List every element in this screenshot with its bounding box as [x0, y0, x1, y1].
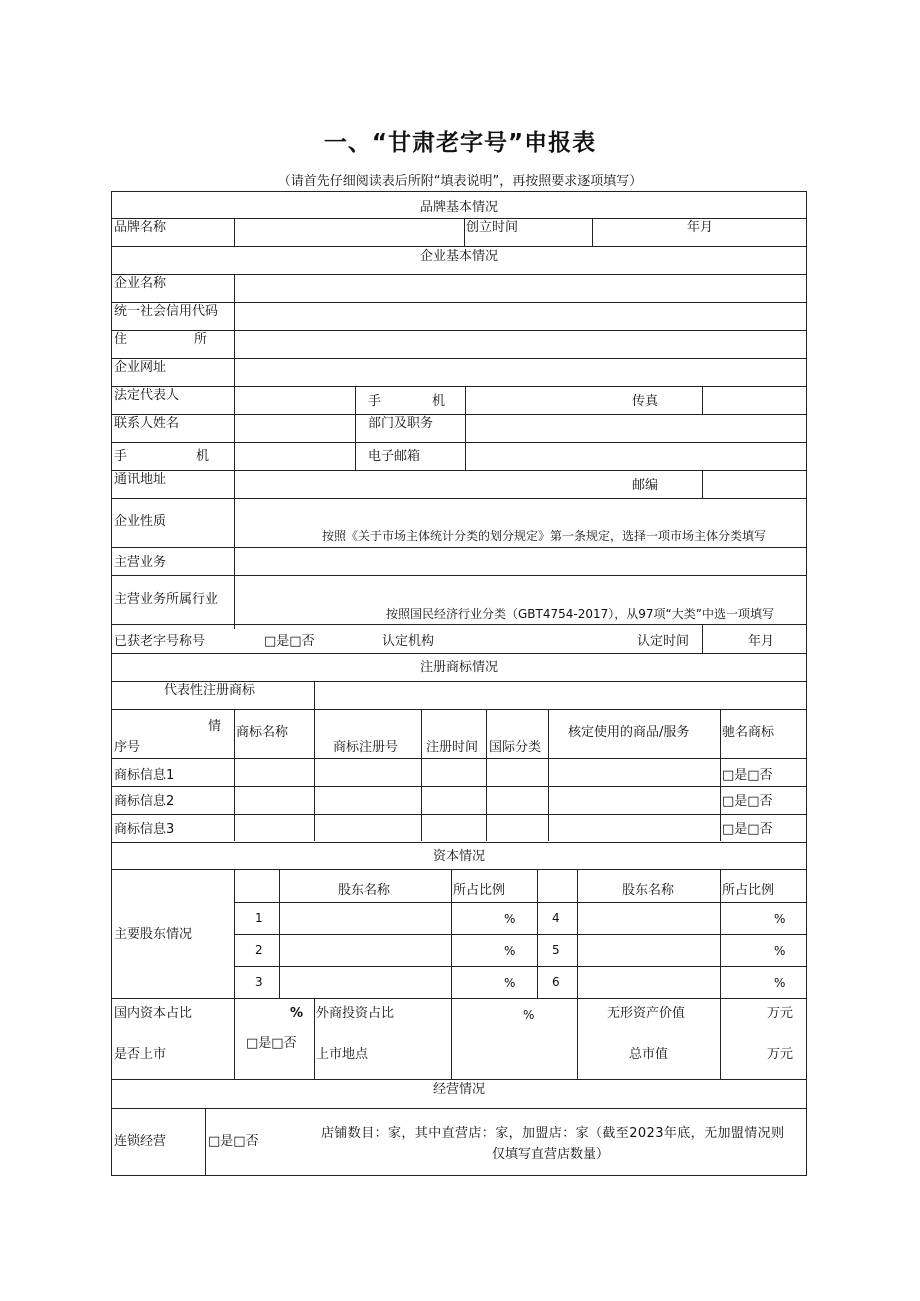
section-brand: 品牌基本情况 — [419, 200, 498, 215]
intangible-assets-label: 无形资产价值 — [607, 1006, 686, 1021]
col-goods-services: 核定使用的商品/服务 — [568, 725, 690, 740]
trademark-row-label: 商标信息3 — [114, 822, 175, 837]
market-value-unit: 万元 — [767, 1047, 794, 1062]
cert-time-value: 年月 — [748, 634, 775, 649]
industry-hint: 按照国民经济行业分类（GBT4754-2017），从97项“大类”中选一项填写 — [386, 607, 774, 621]
founded-value: 年月 — [687, 220, 714, 235]
shareholder-no: 3 — [255, 975, 263, 989]
foreign-capital-label: 外商投资占比 — [316, 1006, 395, 1021]
section-capital: 资本情况 — [432, 849, 485, 864]
website-label: 企业网址 — [114, 360, 167, 375]
diag-header-bottom: 序号 — [114, 740, 141, 755]
shareholder-no: 1 — [255, 911, 263, 925]
percent-sign: % — [504, 944, 516, 958]
percent-sign: % — [774, 944, 786, 958]
form-subtitle: （请首先仔细阅读表后所附“填表说明”，再按照要求逐项填写） — [277, 174, 643, 189]
store-count-line2: 仅填写直营店数量） — [492, 1147, 610, 1162]
shareholder-no: 5 — [552, 943, 560, 957]
form-title: 一、“甘肃老字号”申报表 — [323, 130, 597, 156]
percent-sign: % — [774, 976, 786, 990]
mail-address-label: 通讯地址 — [114, 472, 167, 487]
obtained-title-label: 已获老字号称号 — [114, 634, 206, 649]
address-label-part2: 所 — [194, 332, 208, 347]
brand-name-label: 品牌名称 — [114, 220, 167, 235]
contact-mobile-label-part1: 手 — [114, 449, 128, 464]
famous-checkbox[interactable]: □是□否 — [722, 768, 773, 783]
shareholders-label: 主要股东情况 — [114, 927, 193, 942]
company-nature-label: 企业性质 — [114, 514, 167, 529]
company-nature-hint: 按照《关于市场主体统计分类的划分规定》第一条规定，选择一项市场主体分类填写 — [322, 529, 767, 543]
address-label-part1: 住 — [114, 332, 128, 347]
domestic-capital-label: 国内资本占比 — [114, 1006, 193, 1021]
domestic-percent: % — [290, 1006, 304, 1021]
col-intl-class: 国际分类 — [489, 740, 542, 755]
dept-position-label: 部门及职务 — [368, 416, 434, 431]
shareholder-no: 6 — [552, 975, 560, 989]
legal-rep-label: 法定代表人 — [114, 388, 180, 403]
famous-checkbox[interactable]: □是□否 — [722, 822, 773, 837]
contact-mobile-label-part2: 机 — [196, 449, 210, 464]
famous-checkbox[interactable]: □是□否 — [722, 794, 773, 809]
trademark-row-label: 商标信息2 — [114, 794, 175, 809]
diag-header-top: 情 — [208, 719, 222, 734]
fax-label: 传真 — [632, 394, 659, 409]
obtained-title-checkbox[interactable]: □是□否 — [264, 634, 315, 649]
legal-rep-mobile-label-part1: 手 — [368, 394, 382, 409]
company-name-label: 企业名称 — [114, 276, 167, 291]
col-reg-time: 注册时间 — [426, 740, 479, 755]
email-label: 电子邮箱 — [368, 449, 421, 464]
chain-checkbox[interactable]: □是□否 — [208, 1134, 259, 1149]
credit-code-label: 统一社会信用代码 — [114, 304, 219, 319]
cert-org-label: 认定机构 — [382, 634, 435, 649]
cert-time-label: 认定时间 — [637, 634, 690, 649]
contact-name-label: 联系人姓名 — [114, 416, 180, 431]
industry-label: 主营业务所属行业 — [114, 592, 219, 607]
application-form-table — [111, 191, 807, 1176]
foreign-percent: % — [523, 1008, 535, 1022]
listed-label: 是否上市 — [114, 1047, 167, 1062]
store-count-line1: 店铺数目：家，其中直营店：家，加盟店：家（截至2023年底，无加盟情况则 — [321, 1126, 785, 1141]
col-share-ratio: 所占比例 — [453, 883, 506, 898]
main-business-label: 主营业务 — [114, 555, 167, 570]
section-operation: 经营情况 — [432, 1082, 485, 1097]
intangible-unit: 万元 — [767, 1006, 794, 1021]
chain-operation-label: 连锁经营 — [114, 1134, 167, 1149]
col-reg-no: 商标注册号 — [333, 740, 399, 755]
trademark-row-label: 商标信息1 — [114, 768, 175, 783]
market-value-label: 总市值 — [629, 1047, 669, 1062]
section-trademark: 注册商标情况 — [419, 660, 498, 675]
postcode-label: 邮编 — [632, 478, 659, 493]
shareholder-no: 4 — [552, 911, 560, 925]
percent-sign: % — [504, 976, 516, 990]
percent-sign: % — [774, 912, 786, 926]
legal-rep-mobile-label-part2: 机 — [432, 394, 446, 409]
rep-trademark-label: 代表性注册商标 — [164, 683, 256, 698]
col-shareholder-name: 股东名称 — [622, 883, 675, 898]
percent-sign: % — [504, 912, 516, 926]
col-shareholder-name: 股东名称 — [338, 883, 391, 898]
listing-place-label: 上市地点 — [316, 1047, 369, 1062]
section-company: 企业基本情况 — [419, 249, 498, 264]
col-trademark-name: 商标名称 — [236, 725, 289, 740]
shareholder-no: 2 — [255, 943, 263, 957]
col-famous-mark: 驰名商标 — [722, 725, 775, 740]
listed-checkbox[interactable]: □是□否 — [246, 1036, 297, 1051]
founded-label: 创立时间 — [466, 220, 519, 235]
col-share-ratio: 所占比例 — [722, 883, 775, 898]
